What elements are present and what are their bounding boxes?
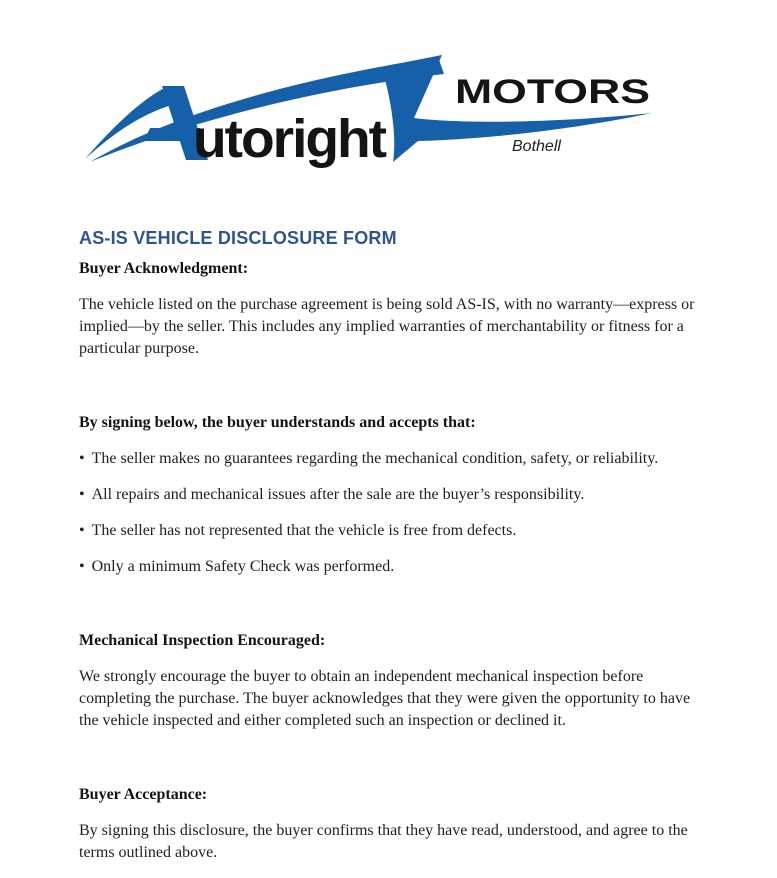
bullet-text: The seller makes no guarantees regarding the mechanical condition, safety, or reliability.	[91, 450, 659, 467]
inspection-label: Mechanical Inspection Encouraged:	[79, 632, 326, 649]
bullet-item	[79, 448, 713, 470]
bullet-marker: •	[79, 450, 85, 467]
bullet-marker: •	[79, 486, 85, 503]
buyer-acceptance-body: By signing this disclosure, the buyer confirms that they have read, understood, and agree to the terms outlined above.	[79, 822, 688, 861]
dealer-logo-graphic	[75, 45, 675, 175]
bullet-marker: •	[79, 558, 85, 575]
logo-name-text: utoright	[193, 109, 388, 169]
form-content	[79, 226, 713, 878]
bullet-item	[79, 484, 713, 506]
dealer-logo	[75, 45, 675, 175]
bullet-item	[79, 520, 713, 542]
logo-motors-text: MOTORS	[455, 73, 650, 111]
buyer-acknowledgment-label: Buyer Acknowledgment:	[79, 260, 249, 277]
bullet-marker: •	[79, 522, 85, 539]
bullet-text: The seller has not represented that the vehicle is free from defects.	[91, 522, 517, 539]
buyer-acknowledgment-body: The vehicle listed on the purchase agreement is being sold AS-IS, with no warranty—express or implied—by the seller. This includes any implied warranties of merchantability or fitness for a particular purpose.	[79, 296, 695, 357]
logo-location-text: Bothell	[512, 138, 561, 155]
inspection-body: We strongly encourage the buyer to obtain an independent mechanical inspection before completing the purchase. The buyer acknowledges that they were given the opportunity to have the vehicle inspected and either completed such an inspection or declined it.	[79, 668, 691, 729]
bullet-text: Only a minimum Safety Check was performed.	[91, 558, 395, 575]
bullet-text: All repairs and mechanical issues after the sale are the buyer’s responsibility.	[91, 486, 585, 503]
bullet-item	[79, 556, 713, 578]
accepts-that-label: By signing below, the buyer understands and accepts that:	[79, 414, 476, 431]
form-title: AS-IS VEHICLE DISCLOSURE FORM	[79, 228, 397, 248]
buyer-acceptance-label: Buyer Acceptance:	[79, 786, 208, 803]
